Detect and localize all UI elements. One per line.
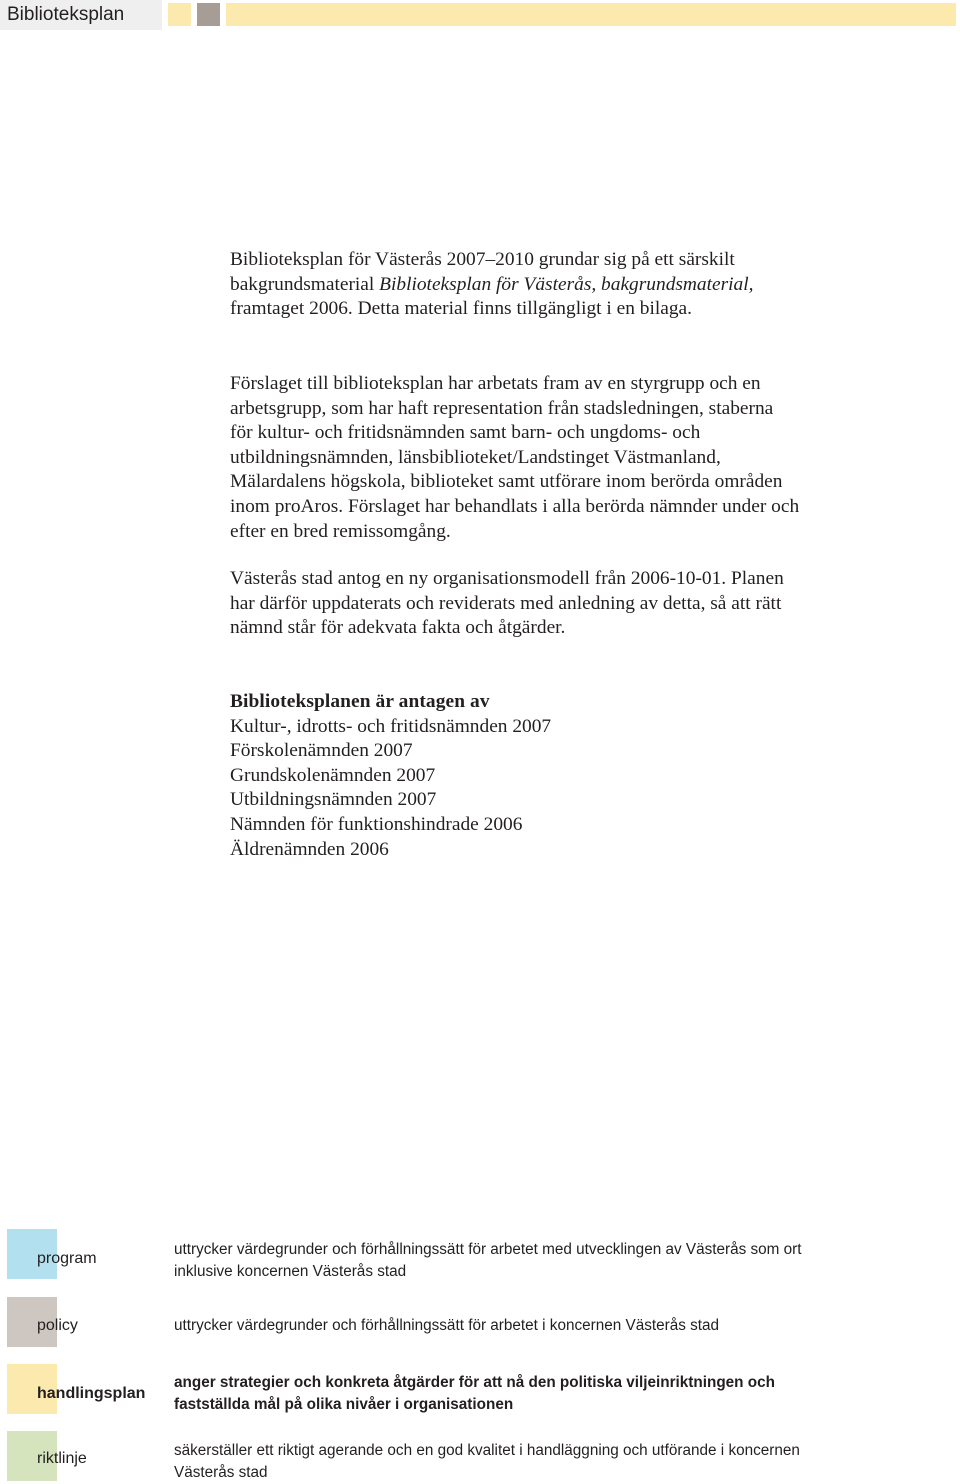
legend-term-riktlinje: riktlinje	[37, 1450, 87, 1467]
legend-term-policy: policy	[37, 1317, 78, 1334]
organisation-paragraph	[230, 567, 800, 641]
intro-paragraph	[230, 248, 800, 322]
intro-text-end: framtaget 2006. Detta material finns tillgängligt i en bilaga.	[230, 298, 693, 320]
adopted-by-item: Äldrenämnden 2006	[230, 838, 389, 860]
adopted-by-item: Utbildningsnämnden 2007	[230, 789, 437, 811]
adopted-by-list	[230, 715, 800, 863]
adopted-by-item: Kultur-, idrotts- och fritidsnämnden 2007	[230, 715, 552, 737]
header-accent-block-yellow	[168, 3, 191, 26]
process-paragraph	[230, 372, 800, 544]
intro-text-start: Biblioteksplan för Västerås 2007–2010 grundar sig på ett särskilt bakgrundsmaterial	[230, 249, 735, 295]
page-title: Biblioteksplan	[0, 0, 162, 30]
header-accent-block-grey	[197, 3, 220, 26]
legend-term-handlingsplan: handlingsplan	[37, 1385, 146, 1402]
organisation-text: Västerås stad antog en ny organisationsmodell från 2006-10-01. Planen har därför uppdaterats och reviderats med anledning av detta, så att rätt nämnd står för adekvata fakta och åtgärder.	[230, 568, 784, 639]
legend-description-riktlinje: säkerställer ett riktigt agerande och en god kvalitet i handläggning och utförande i koncernen Västerås stad	[174, 1442, 800, 1481]
adopted-by-item: Nämnden för funktionshindrade 2006	[230, 813, 523, 835]
process-text: Förslaget till biblioteksplan har arbetats fram av en styrgrupp och en arbetsgrupp, som har haft representation från stadsledningen, staberna för kultur- och fritidsnämnden samt barn- och ungdoms- och utbildningsnämnden, länsbiblioteket/Landstinget Västmanland, Mälardalens högskola, biblioteket samt utförare inom berörda områden inom proAros. Förslaget har behandlats i alla berörda nämnder under och efter en bred remissomgång.	[230, 373, 800, 542]
legend-description-handlingsplan: anger strategier och konkreta åtgärder för att nå den politiska viljeinriktningen och fastställda mål på olika nivåer i organisationen	[174, 1374, 775, 1413]
legend-description-program: uttrycker värdegrunder och förhållningssätt för arbetet med utvecklingen av Västerås som ort inklusive koncernen Västerås stad	[174, 1241, 802, 1280]
adopted-by-item: Förskolenämnden 2007	[230, 740, 413, 762]
adopted-by-section	[230, 690, 800, 862]
legend-description-policy: uttrycker värdegrunder och förhållningssätt för arbetet i koncernen Västerås stad	[174, 1317, 720, 1334]
intro-italic-title: Biblioteksplan för Västerås, bakgrundsmaterial,	[379, 273, 754, 295]
header-accent-bar	[226, 3, 956, 26]
adopted-by-item: Grundskolenämnden 2007	[230, 764, 436, 786]
legend-term-program: program	[37, 1250, 97, 1267]
adopted-by-heading: Biblioteksplanen är antagen av	[230, 691, 490, 712]
